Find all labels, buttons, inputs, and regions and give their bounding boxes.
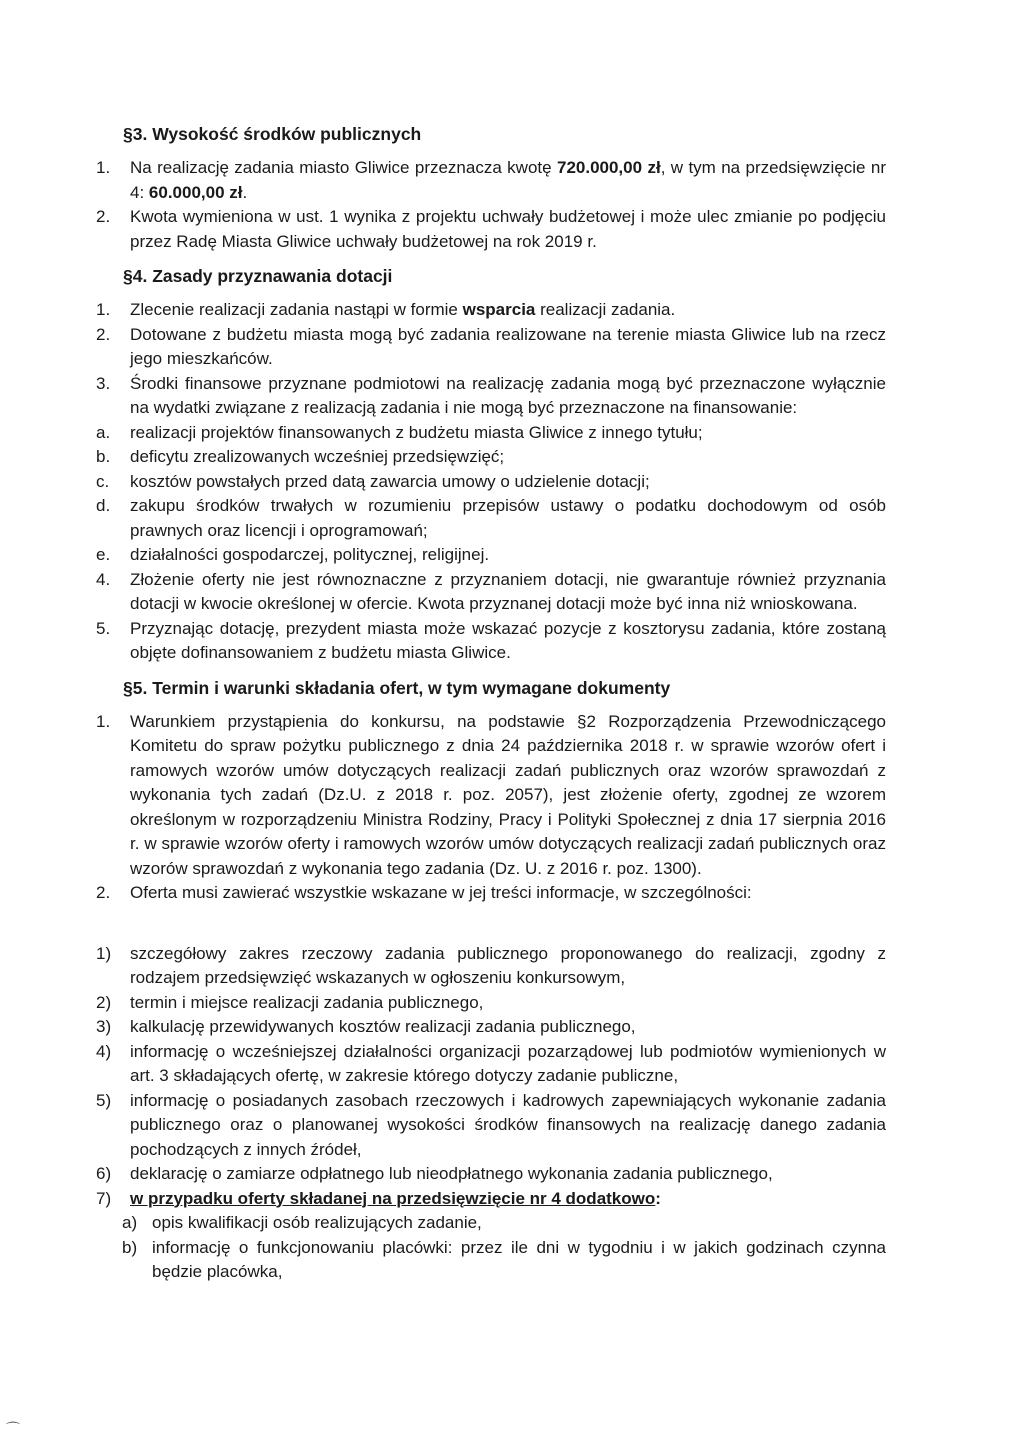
s4-letter-d xyxy=(96,494,886,543)
s4-item-4 xyxy=(96,568,886,617)
item-number: 4) xyxy=(96,1041,112,1061)
item-number: 1. xyxy=(96,300,111,319)
item-text: Kwota wymieniona w ust. 1 wynika z projektu uchwały budżetowej i może ulec zmianie po podjęciu przez Radę Miasta Gliwice uchwały budżetowej na rok 2019 r. xyxy=(130,207,886,251)
item-letter: a. xyxy=(96,422,111,442)
s4-item-5 xyxy=(96,617,886,666)
item-text: kalkulację przewidywanych kosztów realizacji zadania publicznego, xyxy=(130,1017,636,1036)
item-text: informację o funkcjonowaniu placówki: przez ile dni w tygodniu i w jakich godzinach czynna będzie placówka, xyxy=(152,1237,886,1281)
section-5-heading: §5. Termin i warunki składania ofert, w tym wymagane dokumenty xyxy=(123,677,671,698)
item-number: 7) xyxy=(96,1188,112,1208)
item-number: 6) xyxy=(96,1164,112,1183)
item-text: informację o wcześniejszej działalności organizacji pozarządowej lub podmiotów wymienionych w art. 3 składających ofertę, w zakresie którego dotyczy zadanie publiczne, xyxy=(130,1041,886,1085)
item-number: 1. xyxy=(96,158,111,177)
s3-item-2 xyxy=(96,205,886,254)
item-text: Zlecenie realizacji zadania nastąpi w formie wsparcia realizacji zadania. xyxy=(130,300,676,319)
scan-mark: ⌒ xyxy=(6,1421,20,1437)
s5-list-item-5 xyxy=(96,1089,886,1163)
item-text: szczegółowy zakres rzeczowy zadania publicznego proponowanego do realizacji, zgodny z rodzajem przedsięwzięć wskazanych w ogłoszeniu konkursowym, xyxy=(130,943,886,987)
item-letter: d. xyxy=(96,496,111,515)
s5-list-item-7 xyxy=(96,1187,886,1212)
item-number: 3) xyxy=(96,1017,112,1036)
item-number: 1. xyxy=(96,711,111,731)
s4-letter-a xyxy=(96,421,886,446)
section-4-heading: §4. Zasady przyznawania dotacji xyxy=(123,266,393,286)
item-number: 5. xyxy=(96,618,111,638)
s5-list-item-3 xyxy=(96,1015,886,1040)
item-number: 3. xyxy=(96,373,111,393)
item-letter: a) xyxy=(122,1213,138,1232)
item-text: w przypadku oferty składanej na przedsięwzięcie nr 4 dodatkowo: xyxy=(130,1188,661,1208)
s5-list-item-2 xyxy=(96,991,886,1016)
item-number: 2) xyxy=(96,992,112,1012)
item-text: kosztów powstałych przed datą zawarcia umowy o udzielenie dotacji; xyxy=(130,471,650,491)
item-number: 4. xyxy=(96,569,111,589)
s5-sublist-item-a xyxy=(122,1211,886,1236)
s4-letter-c xyxy=(96,470,886,495)
s4-item-3 xyxy=(96,372,886,421)
item-letter: b. xyxy=(96,447,111,466)
s5-item-1 xyxy=(96,710,886,882)
s4-letter-e xyxy=(96,543,886,568)
s5-list-item-1 xyxy=(96,942,886,991)
item-text: Oferta musi zawierać wszystkie wskazane w jej treści informacje, w szczególności: xyxy=(130,883,752,902)
item-number: 2. xyxy=(96,324,111,344)
item-text: Środki finansowe przyznane podmiotowi na realizację zadania mogą być przeznaczone wyłącznie na wydatki związane z realizacją zadania i nie mogą być przeznaczone na finansowanie: xyxy=(130,373,886,417)
item-letter: b) xyxy=(122,1237,138,1257)
document-content xyxy=(96,122,886,1285)
s3-item-1 xyxy=(96,156,886,205)
item-number: 5) xyxy=(96,1090,112,1110)
section-3-heading: §3. Wysokość środków publicznych xyxy=(123,124,422,144)
item-letter: e. xyxy=(96,545,111,564)
s5-item-2 xyxy=(96,881,886,906)
item-number: 2. xyxy=(96,207,111,226)
item-text: Przyznając dotację, prezydent miasta może wskazać pozycje z kosztorysu zadania, które zostaną objęte dofinansowaniem z budżetu miasta Gliwice. xyxy=(130,618,886,662)
s4-item-2 xyxy=(96,323,886,372)
item-text: realizacji projektów finansowanych z budżetu miasta Gliwice z innego tytułu; xyxy=(130,422,703,442)
item-text: deficytu zrealizowanych wcześniej przedsięwzięć; xyxy=(130,447,505,466)
item-text: Na realizację zadania miasto Gliwice przeznacza kwotę 720.000,00 zł, w tym na przedsięwzięcie nr 4: 60.000,00 zł. xyxy=(130,158,887,202)
item-text: Warunkiem przystąpienia do konkursu, na podstawie §2 Rozporządzenia Przewodniczącego Komitetu do spraw pożytku publicznego z dnia 24 października 2018 r. w sprawie wzorów ofert i ramowych wzorów umów dotyczących realizacji zadań publicznych oraz wzorów sprawozdań z wykonania tych zadań (Dz.U. z 2018 r. poz. 2057), jest złożenie oferty, zgodnej ze wzorem określonym w rozporządzeniu Ministra Rodziny, Pracy i Polityki Społecznej z dnia 17 sierpnia 2016 r. w sprawie wzorów oferty i ramowych wzorów umów dotyczących realizacji zadań publicznych oraz wzorów sprawozdań z wykonania tego zadania (Dz. U. z 2016 r. poz. 1300). xyxy=(130,711,886,878)
item-text: deklarację o zamiarze odpłatnego lub nieodpłatnego wykonania zadania publicznego, xyxy=(130,1164,773,1183)
item-number: 1) xyxy=(96,943,112,963)
item-letter: c. xyxy=(96,471,110,491)
item-text: termin i miejsce realizacji zadania publicznego, xyxy=(130,992,484,1012)
item-text: Dotowane z budżetu miasta mogą być zadania realizowane na terenie miasta Gliwice lub na rzecz jego mieszkańców. xyxy=(130,324,886,368)
s5-list-item-6 xyxy=(96,1162,886,1187)
s5-list-item-4 xyxy=(96,1040,886,1089)
s4-letter-b xyxy=(96,445,886,470)
item-text: działalności gospodarczej, politycznej, religijnej. xyxy=(130,545,490,564)
item-text: Złożenie oferty nie jest równoznaczne z przyznaniem dotacji, nie gwarantuje również przyznania dotacji w kwocie określonej w ofercie. Kwota przyznanej dotacji może być inna niż wnioskowana. xyxy=(130,569,886,613)
item-text: zakupu środków trwałych w rozumieniu przepisów ustawy o podatku dochodowym od osób prawnych oraz licencji i oprogramowań; xyxy=(130,496,886,540)
item-number: 2. xyxy=(96,883,111,902)
item-text: informację o posiadanych zasobach rzeczowych i kadrowych zapewniających wykonanie zadania publicznego oraz o planowanej wysokości środków finansowych na realizację danego zadania pochodzących z innych źródeł, xyxy=(130,1090,886,1159)
s4-item-1 xyxy=(96,298,886,323)
item-text: opis kwalifikacji osób realizujących zadanie, xyxy=(152,1213,482,1232)
s5-sublist-item-b xyxy=(122,1236,886,1285)
